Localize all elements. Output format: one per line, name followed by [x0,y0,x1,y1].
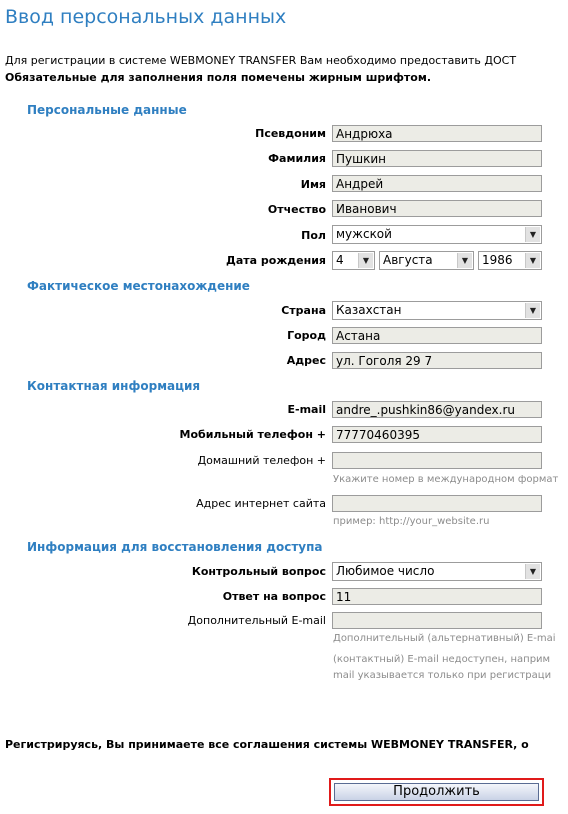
required-note: Обязательные для заполнения поля помечены жирным шрифтом. [5,71,431,84]
birth-year-value: 1986 [482,253,513,267]
security-question-value: Любимое число [336,564,435,578]
website-input[interactable] [332,495,542,512]
birth-day-value: 4 [336,253,344,267]
name-label: Имя [300,178,326,191]
agreement-text: Регистрируясь, Вы принимаете все соглашения системы WEBMONEY TRANSFER, о [5,738,529,751]
section-location-heading: Фактическое местонахождение [27,279,250,293]
answer-input[interactable] [332,588,542,605]
chevron-down-icon[interactable]: ▼ [457,253,472,268]
mobile-label: Мобильный телефон + [179,428,326,441]
surname-label: Фамилия [268,152,326,165]
page-title: Ввод персональных данных [5,6,287,28]
continue-button[interactable]: Продолжить [334,783,539,801]
patronymic-label: Отчество [267,203,326,216]
country-select[interactable] [332,301,542,320]
surname-input[interactable] [332,150,542,167]
nickname-label: Псевдоним [255,127,326,140]
chevron-down-icon[interactable]: ▼ [525,303,540,318]
birth-month-select[interactable] [379,251,474,270]
birth-month-value: Августа [383,253,433,267]
home-phone-label: Домашний телефон + [197,454,326,467]
extra-email-hint: (контактный) E-mail недоступен, наприм [333,654,551,665]
birth-year-select[interactable] [478,251,542,270]
extra-email-hint: Дополнительный (альтернативный) E-mai [333,633,556,644]
security-question-label: Контрольный вопрос [191,565,326,578]
security-question-select[interactable] [332,562,542,581]
home-phone-hint: Укажите номер в международном формат [333,474,559,485]
patronymic-input[interactable] [332,200,542,217]
intro-text [5,52,516,86]
extra-email-input[interactable] [332,612,542,629]
home-phone-input[interactable] [332,452,542,469]
birth-day-select[interactable] [332,251,375,270]
website-label: Адрес интернет сайта [196,497,326,510]
country-label: Страна [281,304,326,317]
intro-line: Для регистрации в системе WEBMONEY TRANSFER Вам необходимо предоставить ДОСТ [5,54,517,67]
chevron-down-icon[interactable]: ▼ [525,253,540,268]
website-hint: пример: http://your_website.ru [333,516,490,527]
extra-email-label: Дополнительный E-mail [187,614,326,627]
country-value: Казахстан [336,303,402,317]
name-input[interactable] [332,175,542,192]
email-label: E-mail [287,403,326,416]
gender-value: мужской [336,227,392,241]
nickname-input[interactable] [332,125,542,142]
city-input[interactable] [332,327,542,344]
continue-button-highlight [329,778,544,806]
birthdate-label: Дата рождения [226,254,326,267]
gender-label: Пол [301,229,326,242]
section-recovery-heading: Информация для восстановления доступа [27,540,323,554]
city-label: Город [287,329,326,342]
email-input[interactable] [332,401,542,418]
chevron-down-icon[interactable]: ▼ [525,227,540,242]
section-contact-heading: Контактная информация [27,379,201,393]
section-personal-heading: Персональные данные [27,103,187,117]
address-input[interactable] [332,352,542,369]
chevron-down-icon[interactable]: ▼ [358,253,373,268]
gender-select[interactable] [332,225,542,244]
answer-label: Ответ на вопрос [222,590,326,603]
mobile-phone-input[interactable] [332,426,542,443]
extra-email-hint: mail указывается только при регистраци [333,670,552,681]
address-label: Адрес [286,354,326,367]
chevron-down-icon[interactable]: ▼ [525,564,540,579]
